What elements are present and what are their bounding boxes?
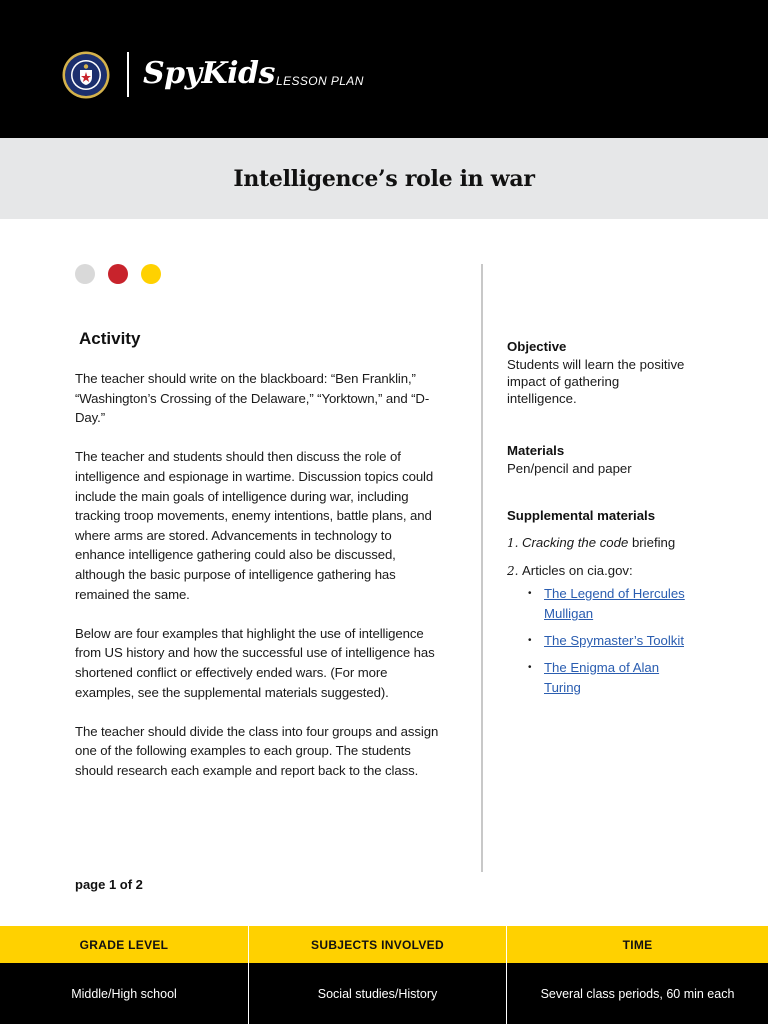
objective-heading: Objective xyxy=(507,339,567,354)
gray-dot xyxy=(75,264,95,284)
footer-value-row xyxy=(0,963,768,1024)
page-number: page 1 of 2 xyxy=(75,877,143,892)
subjects-value: Social studies/History xyxy=(249,963,507,1024)
decorative-dots xyxy=(75,264,161,284)
article-link-item xyxy=(528,631,747,651)
red-dot xyxy=(108,264,128,284)
activity-paragraph: The teacher and students should then discuss the role of intelligence and espionage in wartime. Discussion topics could include the main goals of intelligence during war, including tracking troop movements, enemy intentions, battle plans, and where arms are stored. Advancements in technology to enhance intelligence gathering could also be discussed, although the basic purpose of intelligence gathering has remained the same. xyxy=(75,449,434,602)
materials-text: Pen/pencil and paper xyxy=(507,461,632,476)
activity-paragraph: The teacher should write on the blackboard: “Ben Franklin,” “Washington’s Crossing of the Delaware,” “Yorktown,” and “D-Day.” xyxy=(75,371,430,426)
yellow-dot xyxy=(141,264,161,284)
footer-header-row xyxy=(0,926,768,963)
link-enigma-alan-turing[interactable]: The Enigma of Alan Turing xyxy=(544,660,660,695)
article-link-item xyxy=(528,584,747,624)
sidebar xyxy=(507,338,747,715)
lesson-plan-label: LESSON PLAN xyxy=(276,74,364,88)
spykids-logo: SpyKids xyxy=(143,56,275,91)
article-link-item xyxy=(528,658,747,698)
link-spymasters-toolkit[interactable]: The Spymaster’s Toolkit xyxy=(544,633,684,648)
footer-table xyxy=(0,926,768,1024)
grade-level-header: GRADE LEVEL xyxy=(0,926,249,963)
bullet-icon: • xyxy=(528,635,532,646)
supplemental-item-text xyxy=(522,534,675,552)
subjects-header: SUBJECTS INVOLVED xyxy=(249,926,507,963)
supplemental-section xyxy=(507,507,747,705)
activity-paragraph: Below are four examples that highlight the use of intelligence from US history and how the successful use of intelligence has shortened conflict or effectively ended wars. (For more examples, see the supplemental materials suggested). xyxy=(75,625,435,700)
link-hercules-mulligan[interactable]: The Legend of Hercules Mulligan xyxy=(544,586,685,621)
articles-label: Articles on cia.gov: xyxy=(522,563,633,578)
title-band xyxy=(0,138,768,219)
bullet-icon: • xyxy=(528,588,532,599)
briefing-suffix: briefing xyxy=(628,535,676,550)
supplemental-heading: Supplemental materials xyxy=(507,508,656,523)
item-number: 2. xyxy=(507,564,519,578)
column-divider xyxy=(481,264,483,872)
supplemental-item xyxy=(507,534,747,552)
materials-heading: Materials xyxy=(507,443,565,458)
time-header: TIME xyxy=(622,937,653,952)
materials-section xyxy=(507,442,747,477)
brand-divider xyxy=(127,52,129,97)
page-title: Intelligence’s role in war xyxy=(233,165,535,192)
briefing-title: Cracking the code xyxy=(522,535,629,550)
header-bar xyxy=(0,0,768,138)
cia-seal-icon xyxy=(62,51,110,99)
supplemental-list xyxy=(507,534,747,705)
activity-paragraph: The teacher should divide the class into four groups and assign one of the following examples to each group. The students should research each example and report back to the class. xyxy=(75,723,439,778)
grade-level-value: Middle/High school xyxy=(0,963,249,1024)
time-value: Several class periods, 60 min each xyxy=(540,986,735,1001)
objective-section xyxy=(507,338,747,407)
objective-text: Students will learn the positive impact of gathering intelligence. xyxy=(507,357,685,406)
bullet-icon: • xyxy=(528,662,532,673)
supplemental-item xyxy=(507,562,747,705)
item-number: 1. xyxy=(507,536,519,550)
activity-body xyxy=(75,369,445,780)
article-links xyxy=(528,584,747,705)
activity-heading: Activity xyxy=(79,329,141,348)
